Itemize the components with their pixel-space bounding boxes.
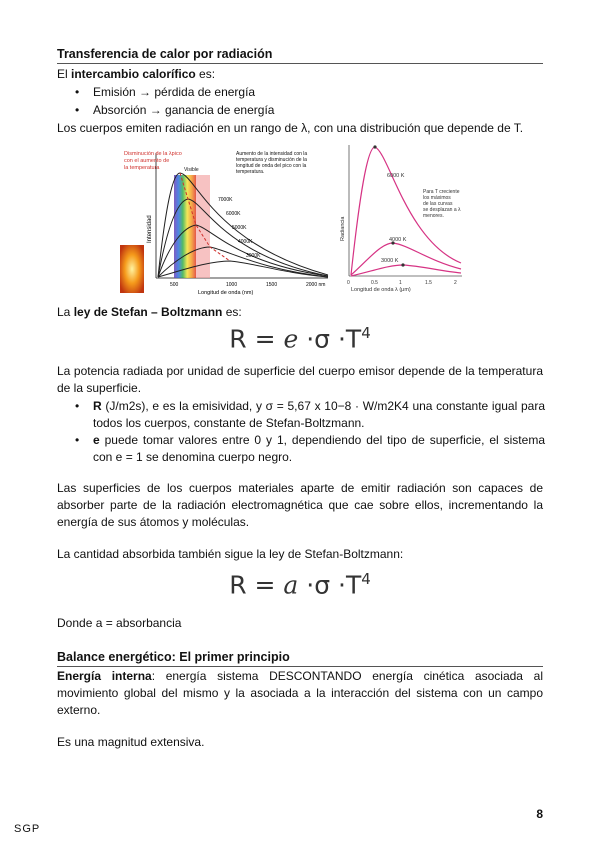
formula-emissivity [0, 324, 600, 353]
formula-var: a [283, 570, 299, 600]
formula-right: ·σ ·T [298, 570, 362, 600]
x-tick: 1.5 [425, 280, 432, 286]
bullet-text: Absorción → ganancia de energía [93, 103, 275, 117]
x-tick: 2000 nm [306, 282, 326, 288]
peak-dot [401, 263, 404, 266]
x-tick: 0.5 [371, 280, 378, 286]
annotation: Para T creciente los máximos de las curvas se desplazan a λ menores. [423, 189, 461, 219]
bullet-icon: • [75, 103, 80, 117]
visible-label: Visible [184, 167, 199, 173]
visible-band [174, 175, 196, 278]
x-axis-label: Longitud de onda λ (μm) [351, 287, 411, 293]
section-title-balance: Balance energético: El primer principio [57, 650, 543, 667]
annotation-black: Aumento de la intensidad con la temperatura y disminución de la longitud de onda del pico con la temperatura. [236, 151, 308, 175]
bullet-bold: e [93, 433, 100, 447]
y-axis-label: Radiancia [340, 216, 346, 241]
formula-left: R = [229, 570, 284, 600]
bullet-bold: R [93, 399, 102, 413]
intro-suffix: es: [195, 67, 216, 81]
bullet-text [93, 432, 545, 466]
formula-exp: 4 [361, 324, 371, 342]
donde-text: Donde a = absorbancia [57, 616, 182, 630]
bullet-icon: • [75, 399, 80, 413]
bullet-text: Emisión → pérdida de energía [93, 85, 256, 99]
intro-prefix: El [57, 67, 72, 81]
x-axis-label: Longitud de onda (nm) [198, 290, 254, 296]
range-text: Los cuerpos emiten radiación en un rango de λ, con una distribución que depende de T. [57, 121, 524, 135]
annotation-red: Disminución de la λpico con el aumento de la temperatura [124, 151, 182, 171]
bullet-icon: • [75, 85, 80, 99]
temp-label: 6000K [226, 211, 241, 217]
sun-image [120, 245, 144, 293]
temp-label: 4000K [238, 239, 253, 245]
x-tick: 0 [347, 280, 350, 286]
formula-exp: 4 [361, 570, 371, 588]
intro-line [57, 66, 543, 83]
energy-paragraph [57, 668, 543, 719]
bullet-body: puede tomar valores entre 0 y 1, dependiendo del tipo de superficie, el sistema con e = 1 se denomina cuerpo negro. [93, 433, 545, 464]
energy-text: : energía sistema DESCONTANDO energía cinética asociada al movimiento global del mismo y la asociada a la interacción del sistema con un campo externo. [57, 669, 543, 717]
potencia-text: La potencia radiada por unidad de superficie del cuerpo emisor depende de la temperatura de la superficie. [57, 364, 543, 395]
energy-bold: Energía interna [57, 669, 152, 683]
x-tick: 2 [454, 280, 457, 286]
law-prefix: La [57, 305, 74, 319]
x-tick: 1500 [266, 282, 278, 288]
page-number: 8 [536, 807, 543, 821]
bullet-icon: • [75, 433, 80, 447]
peak-dot [373, 145, 376, 148]
absorb-paragraph: Las superficies de los cuerpos materiales aparte de emitir radiación son capaces de absorber parte de la radiación electromagnética que cae sobre ellos, incrementando la energía de sus átomos y moléculas. [57, 481, 543, 529]
formula-var: e [283, 324, 299, 354]
also-text: La cantidad absorbida también sigue la ley de Stefan-Boltzmann: [57, 547, 404, 561]
temp-label: 7000K [218, 197, 233, 203]
x-tick: 1 [399, 280, 402, 286]
section-title-radiation: Transferencia de calor por radiación [57, 47, 543, 64]
law-bold: ley de Stefan – Boltzmann [73, 305, 223, 319]
y-axis-label: Intensidad [147, 215, 153, 243]
temp-label: 6000 K [387, 173, 405, 179]
radiance-figure [337, 141, 472, 293]
temp-label: 5000K [232, 225, 247, 231]
bullet-body: (J/m2s), e es la emisividad, y σ = 5,67 x 10−8 · W/m2K4 una constante igual para todos los cuerpos, constante de Stefan-Boltzmann. [93, 399, 545, 430]
bullet-text [93, 398, 545, 432]
formula-right: ·σ ·T [298, 324, 362, 354]
extensive-text: Es una magnitud extensiva. [57, 735, 205, 749]
law-line [57, 304, 543, 321]
intro-bold: intercambio calorífico [71, 67, 196, 81]
footer-initials: SGP [14, 823, 41, 835]
temp-label: 3000K [246, 253, 261, 259]
x-tick: 1000 [226, 282, 238, 288]
law-suffix: es: [222, 305, 242, 319]
blackbody-intensity-figure [118, 143, 336, 303]
formula-absorbance [0, 570, 600, 599]
temp-label: 3000 K [381, 258, 399, 264]
temp-label: 4000 K [389, 237, 407, 243]
formula-left: R = [229, 324, 284, 354]
x-tick: 500 [170, 282, 179, 288]
